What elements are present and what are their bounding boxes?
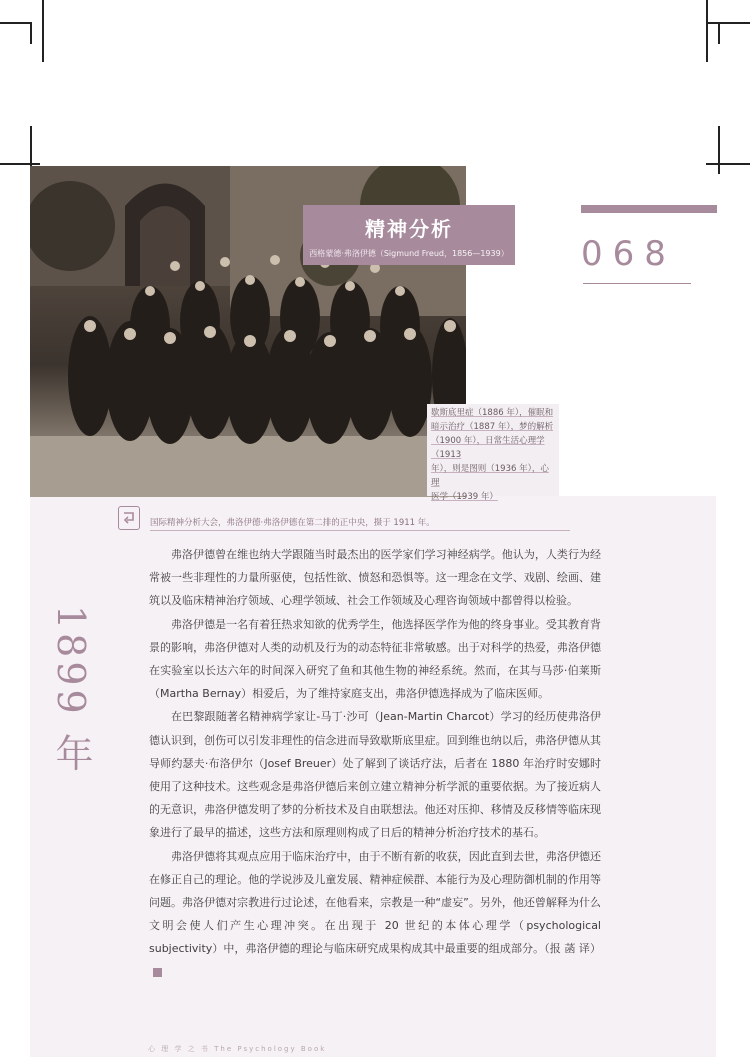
paragraph: 在巴黎跟随著名精神病学家让-马丁·沙可（Jean-Martin Charcot）学习的经历使弗洛伊德认识到，创伤可以引发非理性的信念进而导致歇斯底里症。回到维也纳以后，弗洛伊德从其导师约瑟夫·布洛伊尔（Josef Breuer）处了解到了谈话疗法，后者在 1880 年治疗时安娜时使用了这种技术。这些观念是弗洛伊德后来创立建立精神分析学派的重要依据。为了接近病人的无意识，弗洛伊德发明了梦的分析技术及自由联想法。他还对压抑、移情及反移情等临床现象进行了最早的描述，这些方法和原理则构成了日后的精神分析治疗技术的基石。 <box>149 710 601 840</box>
paragraph: 弗洛伊德是一名有着狂热求知欲的优秀学生，他选择医学作为他的终身事业。受其教育背景的影响，弗洛伊德对人类的动机及行为的动态特征非常敏感。出于对科学的热爱，弗洛伊德在实验室以长达六年的时间深入研究了鱼和其他生物的神经系统。然而，在其与马莎·伯莱斯（Martha Bernay）相爱后，为了维持家庭支出，弗洛伊德选择成为了临床医师。 <box>149 617 601 701</box>
chapter-title: 精神分析 <box>365 217 453 241</box>
works-caption-line: 医学（1939 年） <box>431 492 498 502</box>
works-caption-line: （1900 年），日常生活心理学（1913 <box>431 436 545 460</box>
crop-mark <box>706 163 750 165</box>
works-caption-line: 歇斯底里症（1886 年），催眠和 <box>431 408 554 418</box>
chapter-title-box <box>303 205 515 265</box>
chapter-subtitle: 西格蒙德·弗洛伊德（Sigmund Freud，1856—1939） <box>309 249 509 258</box>
crop-mark <box>0 22 30 24</box>
crop-mark <box>706 22 750 24</box>
footer: 心 理 学 之 书 The Psychology Book <box>148 1045 327 1053</box>
paragraph-text: 弗洛伊德将其观点应用于临床治疗中，由于不断有新的收获，因此直到去世，弗洛伊德还在修正自己的理论。他的学说涉及儿童发展、精神症候群、本能行为及心理防御机制的作用等问题。弗洛伊德对宗教进行过论述，在他看来，宗教是一种“虚妄”。另外，他还曾解释为什么文明会使人们产生心理冲突。在出现于 20 世纪的本体心理学（psychological subjectivity）中，弗洛伊德的理论与临床研究成果构成其中最重要的组成部分。（报 菡 译） <box>149 849 601 956</box>
paragraph <box>149 845 601 984</box>
crop-mark <box>42 0 44 62</box>
paragraph: 弗洛伊德曾在维也纳大学跟随当时最杰出的医学家们学习神经病学。他认为，人类行为经常被一些非理性的力量所驱使，包括性欲、愤怒和恐惧等。这一理念在文学、戏剧、绘画、建筑以及临床精神治疗领域、心理学领域、社会工作领域及心理咨询领域中都曾得以检验。 <box>149 548 601 608</box>
page-number-rule <box>583 283 691 284</box>
year-label: 1899 年 <box>49 605 93 776</box>
page-number-bar <box>581 205 717 213</box>
page-number: 068 <box>581 234 676 274</box>
crop-mark <box>0 163 40 165</box>
crop-mark <box>718 22 720 44</box>
photo-caption: 国际精神分析大会，弗洛伊德·弗洛伊德在第二排的正中央，摄于 1911 年。 <box>150 516 570 531</box>
crop-mark <box>706 0 708 62</box>
crop-mark <box>30 22 32 44</box>
body-text <box>149 543 601 984</box>
works-caption <box>427 404 559 502</box>
works-caption-line: 年），则是图则（1936 年），心理 <box>431 464 549 488</box>
return-arrow-icon <box>118 506 140 530</box>
works-caption-line: 暗示治疗（1887 年），梦的解析 <box>431 422 554 432</box>
end-mark-icon <box>153 968 162 977</box>
crop-mark <box>718 126 720 174</box>
